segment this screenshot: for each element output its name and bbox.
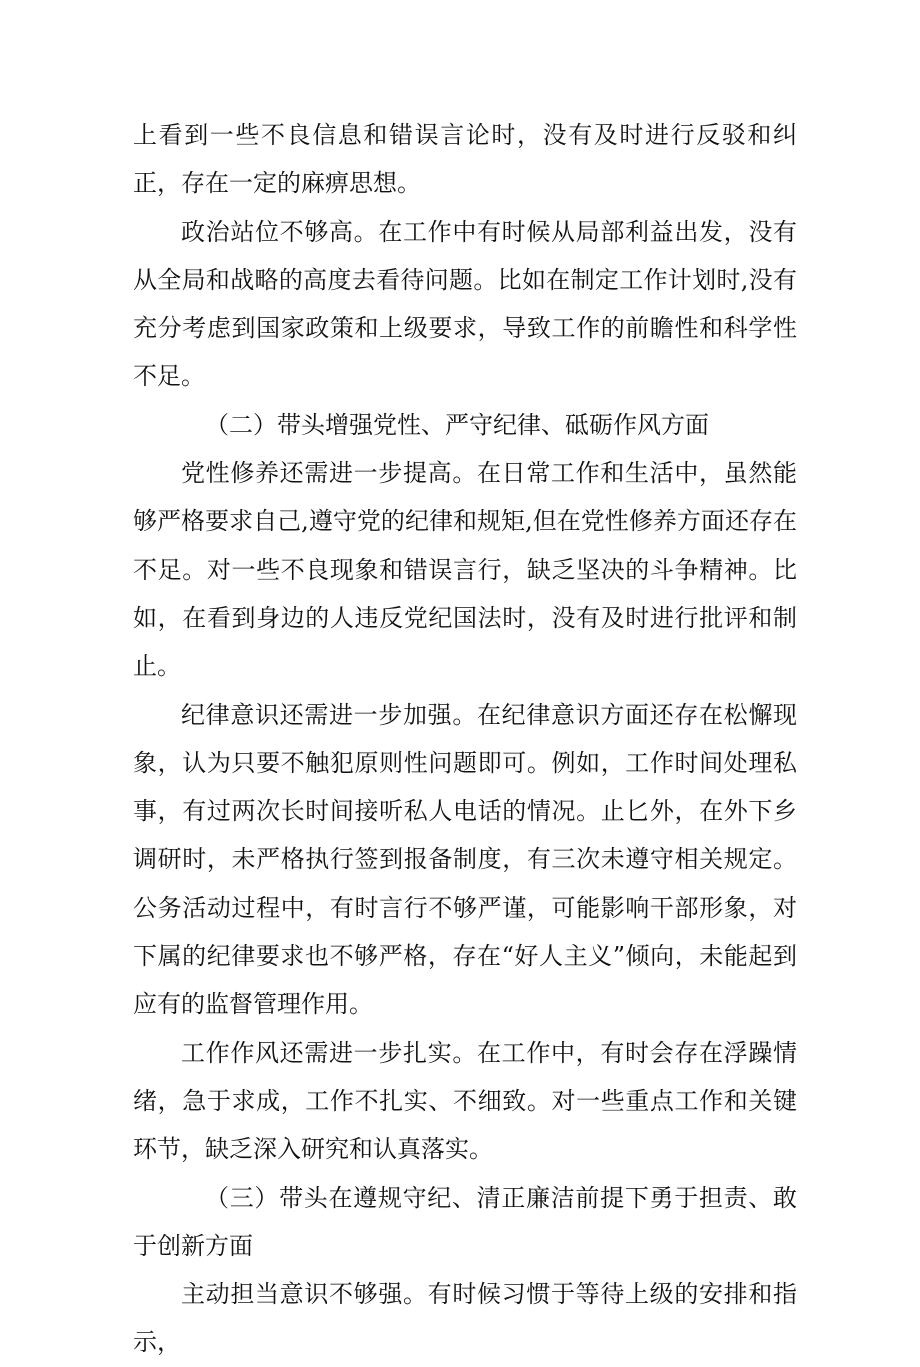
paragraph-party-spirit: 党性修养还需进一步提高。在日常工作和生活中，虽然能够严格要求自己,遵守党的纪律和规矩,但在党性修养方面还存在不足。对一些不良现象和错误言行，缺乏坚决的斗争精神。比如，在看到身边的人违反党纪国法时，没有及时进行批评和制止。 <box>133 459 797 681</box>
paragraph-discipline: 纪律意识还需进一步加强。在纪律意识方面还存在松懈现象，认为只要不触犯原则性问题即可。例如，工作时间处理私事，有过两次长时间接听私人电话的情况。止匕外，在外下乡调研时，未严格执行签到报备制度，有三次未遵守相关规定。公务活动过程中，有时言行不够严谨，可能影响干部形象，对下属的纪律要求也不够严格，存在“好人主义”倾向，未能起到应有的监督管理作用。 <box>133 700 797 1019</box>
paragraph-political-stance: 政治站位不够高。在工作中有时候从局部利益出发，没有从全局和战略的高度去看待问题。比如在制定工作计划时,没有充分考虑到国家政策和上级要求，导致工作的前瞻性和科学性不足。 <box>133 217 797 391</box>
section-heading-3: （三）带头在遵规守纪、清正廉洁前提下勇于担责、敢于创新方面 <box>133 1183 797 1260</box>
document-body <box>133 111 797 1367</box>
section-heading-2: （二）带头增强党性、严守纪律、砥砺作风方面 <box>205 410 709 439</box>
paragraph-continuation: 上看到一些不良信息和错误言论时，没有及时进行反驳和纠正，存在一定的麻痹思想。 <box>133 121 797 198</box>
paragraph-work-style: 工作作风还需进一步扎实。在工作中，有时会存在浮躁情绪，急于求成，工作不扎实、不细致。对一些重点工作和关键环节，缺乏深入研究和认真落实。 <box>133 1038 797 1164</box>
paragraph-responsibility: 主动担当意识不够强。有时候习惯于等待上级的安排和指示， <box>133 1280 797 1357</box>
